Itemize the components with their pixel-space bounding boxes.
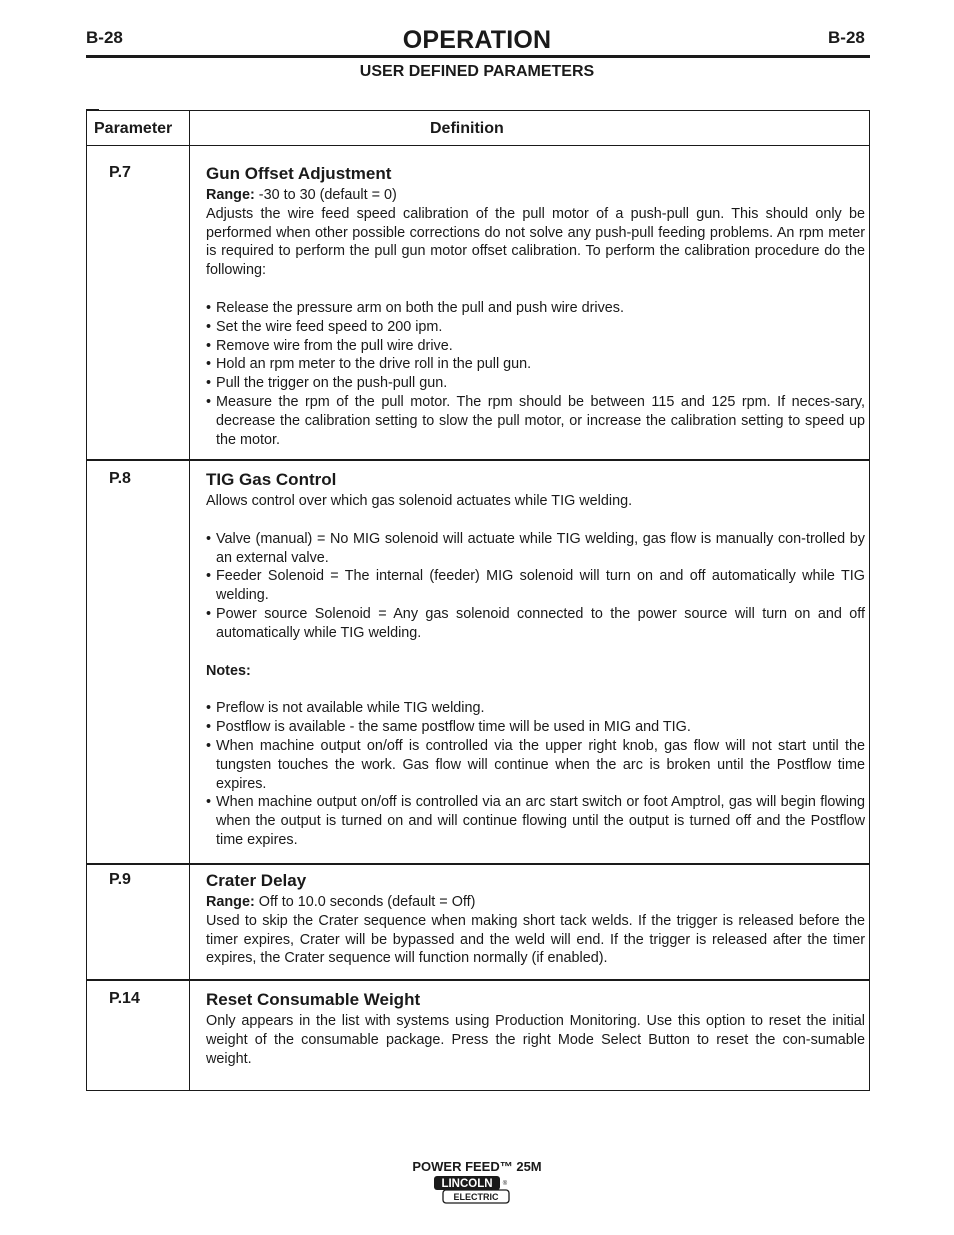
parameter-description: Allows control over which gas solenoid actuates while TIG welding. (206, 493, 633, 509)
list-item: • Remove wire from the pull wire drive. (206, 337, 865, 356)
procedure-list (206, 299, 865, 449)
parameter-code: P.7 (109, 164, 131, 181)
logo-text-top: LINCOLN (441, 1178, 493, 1190)
parameter-code: P.14 (109, 990, 140, 1007)
header-rule (86, 55, 870, 58)
logo-text-bottom: ELECTRIC (453, 1192, 499, 1202)
list-item: • Release the pressure arm on both the pull and push wire drives. (206, 299, 865, 318)
row-divider (87, 863, 869, 865)
range-line (206, 186, 865, 205)
notes-list (206, 699, 865, 849)
column-divider (189, 111, 190, 1090)
lincoln-electric-logo (433, 1175, 511, 1205)
header-row-divider (87, 145, 869, 146)
list-item: • When machine output on/off is controlled via an arc start switch or foot Amptrol, gas will begin flowing when the output is turned on and will continue flowing until the output is turned off and the Postflow time expires. (206, 793, 865, 849)
section-subtitle: USER DEFINED PARAMETERS (359, 63, 595, 80)
registered-mark: ® (502, 1181, 508, 1187)
parameter-description: Adjusts the wire feed speed calibration of the pull motor of a push-pull gun. This should only be performed when other possible corrections do not solve any push-pull feeding problems. An rpm meter is required to perform the pull gun motor offset calibration. To perform the calibration procedure do the following: (206, 205, 865, 279)
row-divider (87, 459, 869, 461)
page-number-right: B-28 (828, 28, 865, 47)
parameter-title: Crater Delay (206, 871, 307, 890)
parameter-code: P.9 (109, 871, 131, 888)
parameter-code: P.8 (109, 470, 131, 487)
list-item: • Postflow is available - the same postflow time will be used in MIG and TIG. (206, 718, 865, 737)
page-number-left: B-28 (86, 28, 123, 47)
list-item: • Hold an rpm meter to the drive roll in the pull gun. (206, 355, 865, 374)
list-item: • Set the wire feed speed to 200 ipm. (206, 318, 865, 337)
range-label: Range: (206, 187, 255, 203)
list-item: • Preflow is not available while TIG welding. (206, 699, 865, 718)
parameters-table (86, 110, 870, 1091)
row-divider (87, 979, 869, 981)
range-value: Off to 10.0 seconds (default = Off) (254, 894, 476, 910)
range-label: Range: (206, 894, 255, 910)
range-value: -30 to 30 (default = 0) (254, 187, 397, 203)
page-title: OPERATION (402, 26, 552, 54)
parameter-title: Reset Consumable Weight (206, 990, 421, 1009)
parameter-definition (206, 469, 865, 850)
column-header-definition: Definition (430, 120, 504, 137)
column-header-parameter: Parameter (94, 120, 173, 137)
parameter-title: Gun Offset Adjustment (206, 164, 392, 183)
product-model: POWER FEED™ 25M (412, 1159, 542, 1174)
list-item: • Power source Solenoid = Any gas solenoid connected to the power source will turn on and off automatically while TIG welding. (206, 605, 865, 643)
list-item: • When machine output on/off is controlled via the upper right knob, gas flow will not start until the tungsten touches the work. Gas flow will continue when the arc is broken until the Postflow time expires. (206, 737, 865, 793)
notes-label: Notes: (206, 662, 251, 679)
list-item: • Measure the rpm of the pull motor. The rpm should be between 115 and 125 rpm. If neces-sary, decrease the calibration setting to slow the pull motor, or increase the calibration setting to speed up the motor. (206, 393, 865, 449)
parameter-definition (206, 870, 865, 968)
option-list (206, 530, 865, 643)
range-line (206, 893, 865, 912)
parameter-definition (206, 163, 865, 449)
list-item: • Pull the trigger on the push-pull gun. (206, 374, 865, 393)
list-item: • Valve (manual) = No MIG solenoid will actuate while TIG welding, gas flow is manually con-trolled by an external valve. (206, 530, 865, 568)
list-item: • Feeder Solenoid = The internal (feeder) MIG solenoid will turn on and off automatically while TIG welding. (206, 567, 865, 605)
parameter-title: TIG Gas Control (206, 470, 337, 489)
parameter-description: Used to skip the Crater sequence when making short tack welds. If the trigger is released before the timer expires, Crater will be bypassed and the weld will end. If the trigger is released after the timer expires, the Crater sequence will function normally (if enabled). (206, 912, 865, 967)
parameter-description: Only appears in the list with systems using Production Monitoring. Use this option to reset the initial weight of the consumable package. Press the right Mode Select Button to reset the con-sumable weight. (206, 1013, 865, 1067)
parameter-definition (206, 989, 865, 1068)
